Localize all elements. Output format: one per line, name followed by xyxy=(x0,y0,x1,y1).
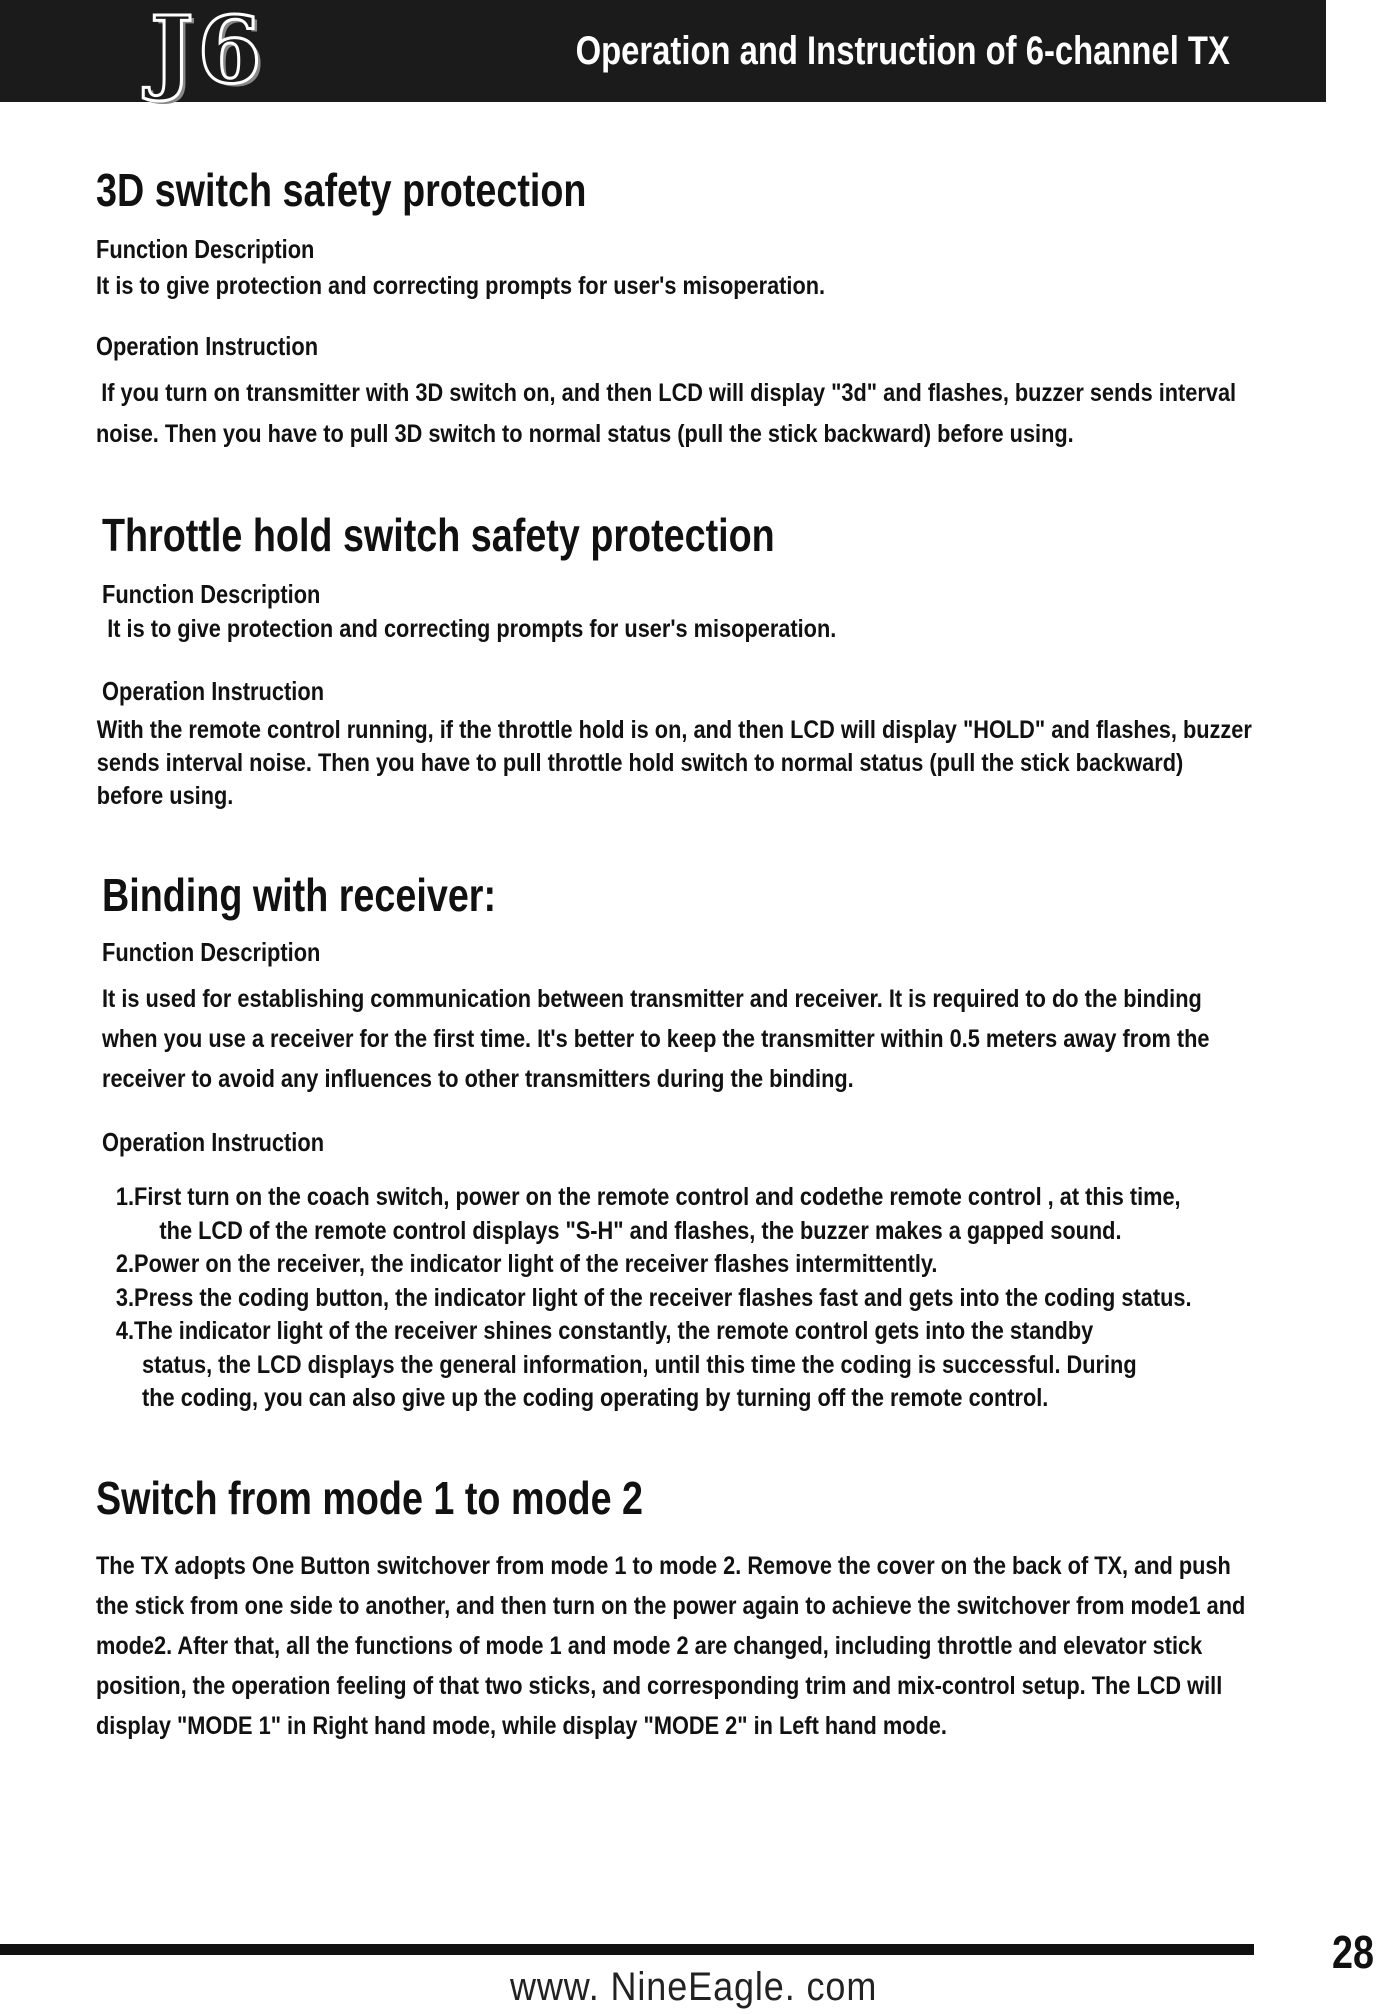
function-description-text xyxy=(96,270,1380,303)
step-line: 2.Power on the receiver, the indicator light of the receiver flashes intermittently. xyxy=(115,1250,938,1278)
text-line: It is to give protection and correcting prompts for user's misoperation. xyxy=(96,272,826,300)
text-line: the stick from one side to another, and then turn on the power again to achieve the switchover from mode1 and xyxy=(96,1591,1246,1620)
text-line: The TX adopts One Button switchover from mode 1 to mode 2. Remove the cover on the back of TX, and push xyxy=(96,1551,1231,1580)
text-line: before using. xyxy=(96,782,234,810)
operation-instruction-text xyxy=(96,373,1380,455)
step-line: the LCD of the remote control displays "S-H" and flashes, the buzzer makes a gapped sound. xyxy=(159,1216,1122,1245)
step-line: 1.First turn on the coach switch, power on the remote control and codethe remote control , at this time, xyxy=(115,1183,1181,1211)
section-3d-switch xyxy=(96,160,1378,455)
text-line: With the remote control running, if the throttle hold is on, and then LCD will display "HOLD" and flashes, buzzer xyxy=(96,716,1252,744)
page-content xyxy=(96,150,1378,1746)
footer-divider xyxy=(0,1944,1254,1955)
operation-instruction-label: Operation Instruction xyxy=(102,1127,325,1157)
function-description-label: Function Description xyxy=(102,579,321,609)
step-line: the coding, you can also give up the coding operating by turning off the remote control. xyxy=(142,1384,1049,1412)
section-title: Binding with receiver: xyxy=(102,869,497,921)
function-description-label: Function Description xyxy=(96,234,315,264)
step-line: 3.Press the coding button, the indicator light of the receiver flashes fast and gets into the coding status. xyxy=(115,1283,1192,1312)
section-mode-switch xyxy=(96,1468,1378,1746)
section-title: 3D switch safety protection xyxy=(96,164,587,216)
section-throttle-hold xyxy=(96,505,1380,813)
function-description-label: Function Description xyxy=(102,937,321,967)
step-line: 4.The indicator light of the receiver shines constantly, the remote control gets into the standby xyxy=(115,1317,1094,1345)
text-line: position, the operation feeling of that two sticks, and corresponding trim and mix-control setup. The LCD will xyxy=(96,1671,1223,1700)
operation-instruction-label: Operation Instruction xyxy=(96,331,319,361)
step-line: status, the LCD displays the general information, until this time the coding is successful. During xyxy=(142,1350,1137,1379)
text-line: display "MODE 1" in Right hand mode, while display "MODE 2" in Left hand mode. xyxy=(96,1711,947,1740)
page-header xyxy=(0,0,1326,102)
text-line: If you turn on transmitter with 3D switch on, and then LCD will display "3d" and flashes, buzzer sends interval xyxy=(101,379,1237,407)
website-url: www. NineEagle. com xyxy=(510,1965,878,2009)
operation-instruction-text xyxy=(96,714,1380,813)
page-number: 28 xyxy=(1332,1926,1374,1978)
text-line: receiver to avoid any influences to other transmitters during the binding. xyxy=(102,1065,854,1093)
operation-instruction-label: Operation Instruction xyxy=(102,676,325,706)
text-line: It is to give protection and correcting prompts for user's misoperation. xyxy=(107,615,837,643)
text-line: It is used for establishing communication between transmitter and receiver. It is required to do the binding xyxy=(102,985,1202,1013)
header-title: Operation and Instruction of 6-channel TX xyxy=(575,29,1230,73)
text-line: when you use a receiver for the first time. It's better to keep the transmitter within 0.5 meters away from the xyxy=(102,1025,1210,1053)
section-title: Throttle hold switch safety protection xyxy=(102,509,775,561)
section-binding xyxy=(102,865,1380,1416)
text-line: sends interval noise. Then you have to pull throttle hold switch to normal status (pull the stick backward) xyxy=(96,749,1184,777)
function-description-text xyxy=(102,979,1380,1099)
function-description-text xyxy=(102,613,1380,646)
text-line: noise. Then you have to pull 3D switch to normal status (pull the stick backward) before using. xyxy=(96,420,1074,448)
j6-logo: J6 xyxy=(150,0,266,104)
section-title: Switch from mode 1 to mode 2 xyxy=(96,1471,644,1524)
text-line: mode2. After that, all the functions of mode 1 and mode 2 are changed, including throttle and elevator stick xyxy=(96,1631,1203,1660)
operation-steps xyxy=(102,1181,1380,1416)
mode-switch-text xyxy=(96,1546,1380,1746)
